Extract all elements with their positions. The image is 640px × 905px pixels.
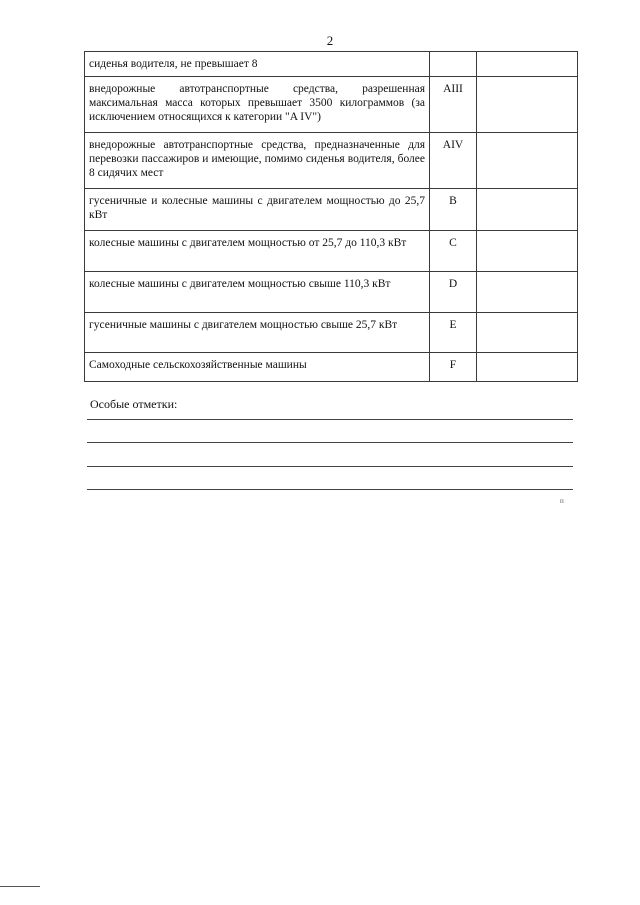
category-description: сиденья водителя, не превышает 8 bbox=[85, 52, 430, 77]
page-number: 2 bbox=[326, 33, 334, 48]
table-row bbox=[85, 189, 578, 231]
bottom-divider bbox=[0, 886, 40, 887]
special-notes-label: Особые отметки: bbox=[90, 397, 178, 411]
category-description: гусеничные и колесные машины с двигателем мощностью до 25,7 кВт bbox=[85, 189, 430, 231]
table-row bbox=[85, 52, 578, 77]
category-description: колесные машины с двигателем мощностью от 25,7 до 110,3 кВт bbox=[85, 231, 430, 272]
category-mark-cell bbox=[477, 52, 578, 77]
category-code: B bbox=[430, 189, 477, 231]
notes-line bbox=[87, 489, 573, 490]
table-row bbox=[85, 231, 578, 272]
table-row bbox=[85, 77, 578, 133]
category-mark-cell bbox=[477, 189, 578, 231]
category-description: внедорожные автотранспортные средства, разрешенная максимальная масса которых превышает 3500 килограммов (за исключением относящихся к категории "A IV") bbox=[85, 77, 430, 133]
category-description: колесные машины с двигателем мощностью свыше 110,3 кВт bbox=[85, 272, 430, 313]
category-mark-cell bbox=[477, 77, 578, 133]
notes-line bbox=[87, 419, 573, 420]
notes-line bbox=[87, 442, 573, 443]
category-table bbox=[84, 51, 578, 382]
category-code bbox=[430, 52, 477, 77]
category-code: AIV bbox=[430, 133, 477, 189]
table-row bbox=[85, 353, 578, 382]
category-mark-cell bbox=[477, 313, 578, 353]
category-code: F bbox=[430, 353, 477, 382]
category-mark-cell bbox=[477, 353, 578, 382]
notes-line bbox=[87, 466, 573, 467]
table-row bbox=[85, 133, 578, 189]
category-code: C bbox=[430, 231, 477, 272]
category-description: Самоходные сельскохозяйственные машины bbox=[85, 353, 430, 382]
table-row bbox=[85, 272, 578, 313]
category-code: E bbox=[430, 313, 477, 353]
footer-mark: п bbox=[560, 497, 564, 505]
category-mark-cell bbox=[477, 272, 578, 313]
category-mark-cell bbox=[477, 231, 578, 272]
category-mark-cell bbox=[477, 133, 578, 189]
category-description: гусеничные машины с двигателем мощностью свыше 25,7 кВт bbox=[85, 313, 430, 353]
table-row bbox=[85, 313, 578, 353]
category-code: AIII bbox=[430, 77, 477, 133]
category-description: внедорожные автотранспортные средства, предназначенные для перевозки пассажиров и имеющие, помимо сиденья водителя, более 8 сидячих мест bbox=[85, 133, 430, 189]
category-code: D bbox=[430, 272, 477, 313]
